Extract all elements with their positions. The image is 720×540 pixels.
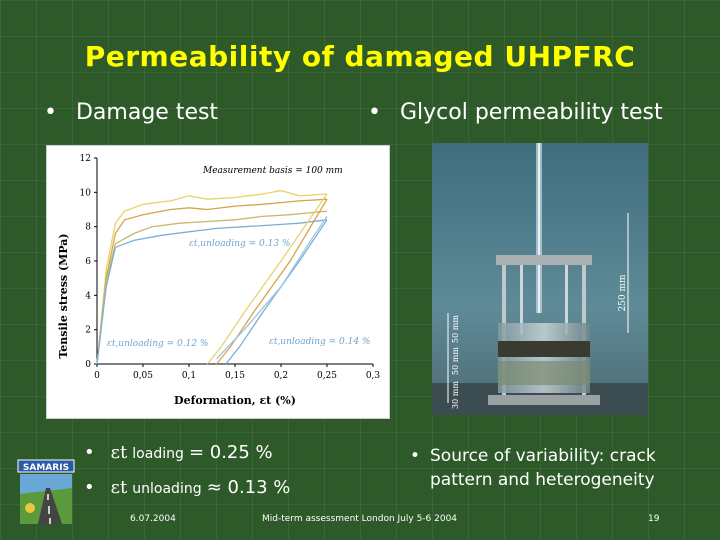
loading-strain-bullet [84, 442, 273, 463]
page-number: 19 [648, 514, 660, 524]
measurement-basis-annotation: Measurement basis = 100 mm [203, 166, 343, 176]
y-tick-label: 2 [85, 325, 91, 336]
chart-svg [47, 146, 389, 418]
samaris-logo [16, 458, 76, 528]
epsilon-symbol: εt [110, 477, 128, 498]
unloading-right-annotation: εt,unloading = 0.14 % [269, 337, 371, 347]
bullet-dot: • [84, 442, 95, 463]
unloading-subscript: unloading [132, 481, 202, 497]
variability-bullet [410, 444, 710, 492]
apparatus-illustration [432, 143, 648, 415]
unloading-strain-bullet [84, 477, 290, 498]
x-tick-label: 0,1 [181, 371, 197, 381]
y-tick-label: 10 [79, 188, 91, 199]
x-tick-label: 0,25 [316, 371, 338, 381]
damage-test-label: Damage test [75, 100, 219, 125]
dimension-50mm-lower: 50 mm [451, 347, 460, 375]
permeability-apparatus-photo [432, 143, 648, 415]
unloading-top-annotation: εt,unloading = 0.13 % [189, 239, 291, 249]
y-tick-label: 12 [79, 154, 91, 164]
y-tick-label: 0 [85, 360, 91, 370]
dimension-50mm-upper: 50 mm [451, 315, 460, 343]
slide-title: Permeability of damaged UHPFRC [84, 40, 636, 73]
stress-deformation-chart [46, 145, 390, 419]
damage-test-heading [44, 100, 218, 125]
x-axis-label: Deformation, εt (%) [174, 394, 296, 407]
x-tick-label: 0,15 [224, 371, 246, 381]
loading-subscript: loading [132, 446, 184, 462]
unloading-value: ≈ 0.13 % [206, 477, 291, 498]
footer-event: Mid-term assessment London July 5-6 2004 [262, 514, 458, 524]
loading-value: = 0.25 % [188, 442, 273, 463]
y-axis-label: Tensile stress (MPa) [57, 233, 70, 359]
y-tick-label: 6 [85, 257, 91, 267]
dimension-30mm: 30 mm [451, 381, 460, 409]
variability-text: Source of variability: crack pattern and heterogeneity [430, 446, 656, 490]
svg-text:SAMARIS: SAMARIS [22, 463, 70, 473]
footer-date: 6.07.2004 [130, 514, 176, 524]
bullet-dot: • [410, 446, 421, 466]
epsilon-symbol: εt [110, 442, 128, 463]
x-tick-label: 0,2 [273, 371, 289, 381]
x-tick-label: 0 [94, 371, 100, 381]
glycol-test-label: Glycol permeability test [399, 100, 663, 125]
bullet-dot: • [84, 477, 95, 498]
unloading-left-annotation: εt,unloading = 0.12 % [107, 339, 209, 349]
y-tick-label: 8 [85, 222, 91, 233]
dimension-250mm: 250 mm [618, 274, 628, 312]
glycol-test-heading [368, 100, 663, 125]
y-tick-label: 4 [85, 291, 91, 302]
road-logo-icon [16, 458, 76, 528]
x-tick-label: 0,05 [132, 371, 154, 381]
x-tick-label: 0,3 [365, 371, 381, 381]
